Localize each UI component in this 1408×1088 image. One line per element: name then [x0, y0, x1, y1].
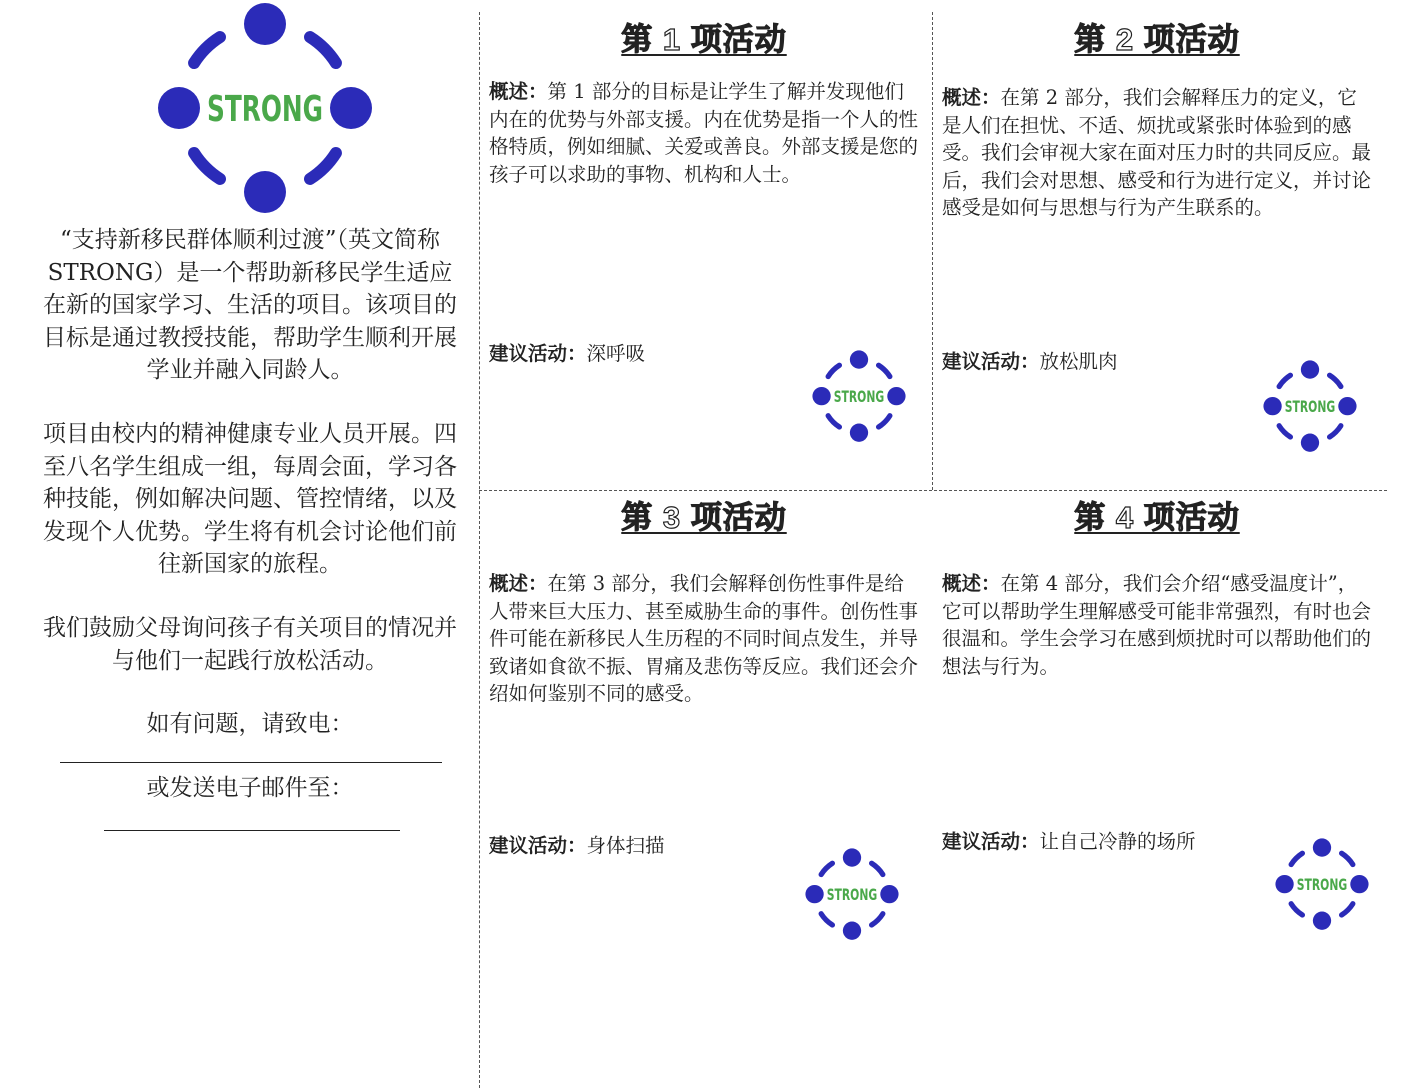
intro-paragraph-2: 项目由校内的精神健康专业人员开展。四至八名学生组成一组，每周会面，学习各种技能，例如解决问题、管控情绪，以及发现个人优势。学生将有机会讨论他们前往新国家的旅程。: [43, 421, 457, 577]
logo-dot: [1313, 912, 1331, 930]
logo-dash: [1342, 904, 1353, 915]
logo-dash: [821, 914, 832, 925]
suggested-label: 建议活动：: [942, 830, 1040, 853]
overview-label: 概述：: [942, 572, 1001, 595]
logo-dot: [1301, 360, 1319, 378]
overview-text: 在第 3 部分，我们会解释创伤性事件是给人带来巨大压力、甚至威胁生命的事件。创伤性事件可能在新移民人生历程的不同时间点发生，并导致诸如食欲不振、胃痛及悲伤等反应。我们还会介绍如何鉴别不同的感受。: [489, 572, 919, 706]
logo-dot: [843, 848, 861, 866]
suggested-text: 让自己冷静的场所: [1039, 830, 1196, 853]
logo-text: STRONG: [1284, 396, 1336, 416]
activity-overview: [942, 84, 1372, 222]
logo-dash: [872, 863, 883, 874]
intro-paragraph-1: “支持新移民群体顺利过渡”（英文简称 STRONG）是一个帮助新移民学生适应在新的国家学习、生活的项目。该项目的目标是通过教授技能，帮助学生顺利开展学业并融入同龄人。: [43, 227, 457, 383]
logo-dot: [1263, 397, 1281, 415]
activity-overview: [489, 570, 919, 708]
column-divider: [479, 12, 480, 1088]
email-blank-line: [104, 830, 400, 831]
logo-text: STRONG: [1296, 874, 1348, 894]
intro-paragraph-3: 我们鼓励父母询问孩子有关项目的情况并与他们一起践行放松活动。: [43, 615, 457, 674]
logo-text: STRONG: [207, 89, 323, 130]
logo-text: STRONG: [833, 386, 885, 406]
suggested-text: 放松肌肉: [1039, 350, 1118, 373]
logo-dash: [194, 37, 220, 63]
logo-dash: [828, 416, 839, 427]
logo-dash: [194, 153, 220, 179]
activity-title: 第 3 项活动: [621, 500, 787, 535]
contact-email-label: 或发送电子邮件至：: [146, 775, 354, 801]
activity-panel-3: [489, 490, 919, 1088]
logo-dash: [872, 914, 883, 925]
logo-dot: [1313, 838, 1331, 856]
contact-phone-label: 如有问题，请致电：: [146, 711, 354, 737]
strong-logo-small: [811, 350, 907, 444]
logo-dash: [1279, 426, 1290, 437]
logo-dot: [244, 171, 286, 213]
suggested-text: 身体扫描: [586, 834, 665, 857]
logo-dot: [330, 87, 372, 129]
logo-dash: [310, 153, 336, 179]
activity-title: 第 2 项活动: [1074, 22, 1240, 57]
logo-dot: [1338, 397, 1356, 415]
activity-panel-4: [942, 490, 1372, 1088]
logo-dash: [1342, 853, 1353, 864]
logo-dash: [1291, 853, 1302, 864]
logo-dot: [1350, 875, 1368, 893]
phone-blank-line: [60, 762, 442, 763]
logo-dot: [1275, 875, 1293, 893]
panel-divider-vertical: [932, 12, 933, 490]
logo-dash: [828, 365, 839, 376]
logo-dot: [887, 387, 905, 405]
logo-dot: [1301, 434, 1319, 452]
strong-logo-small: [804, 848, 900, 942]
suggested-label: 建议活动：: [489, 342, 587, 365]
logo-dash: [1291, 904, 1302, 915]
logo-text: STRONG: [826, 884, 878, 904]
activity-overview: [942, 570, 1372, 680]
logo-dash: [879, 365, 890, 376]
strong-logo-small: [1262, 360, 1358, 454]
overview-label: 概述：: [942, 86, 1001, 109]
overview-text: 在第 2 部分，我们会解释压力的定义，它是人们在担忧、不适、烦扰或紧张时体验到的感受。我们会审视大家在面对压力时的共同反应。最后，我们会对思想、感受和行为进行定义，并讨论感受是如何与思想与行为产生联系的。: [942, 86, 1372, 220]
logo-dot: [805, 885, 823, 903]
logo-dot: [850, 350, 868, 368]
strong-logo: [155, 2, 375, 218]
activity-title: 第 4 项活动: [1074, 500, 1240, 535]
logo-dot: [850, 424, 868, 442]
logo-dot: [244, 3, 286, 45]
activity-title: 第 1 项活动: [621, 22, 787, 57]
logo-dash: [821, 863, 832, 874]
logo-dot: [158, 87, 200, 129]
logo-dash: [1330, 426, 1341, 437]
logo-dot: [843, 922, 861, 940]
suggested-label: 建议活动：: [942, 350, 1040, 373]
logo-dash: [879, 416, 890, 427]
suggested-text: 深呼吸: [586, 342, 646, 365]
logo-dot: [880, 885, 898, 903]
overview-text: 在第 4 部分，我们会介绍“感受温度计”，它可以帮助学生理解感受可能非常强烈，有时也会很温和。学生会学习在感到烦扰时可以帮助他们的想法与行为。: [942, 572, 1372, 678]
overview-text: 第 1 部分的目标是让学生了解并发现他们内在的优势与外部支援。内在优势是指一个人的性格特质，例如细腻、关爱或善良。外部支援是您的孩子可以求助的事物、机构和人士。: [489, 80, 919, 186]
activity-panel-2: [942, 0, 1372, 490]
logo-dot: [812, 387, 830, 405]
intro-column: [30, 0, 470, 1088]
suggested-label: 建议活动：: [489, 834, 587, 857]
logo-dash: [1330, 375, 1341, 386]
overview-label: 概述：: [489, 572, 548, 595]
activity-overview: [489, 78, 919, 188]
logo-dash: [1279, 375, 1290, 386]
strong-logo-small: [1274, 838, 1370, 932]
logo-dash: [310, 37, 336, 63]
activity-panel-1: [489, 0, 919, 490]
overview-label: 概述：: [489, 80, 548, 103]
